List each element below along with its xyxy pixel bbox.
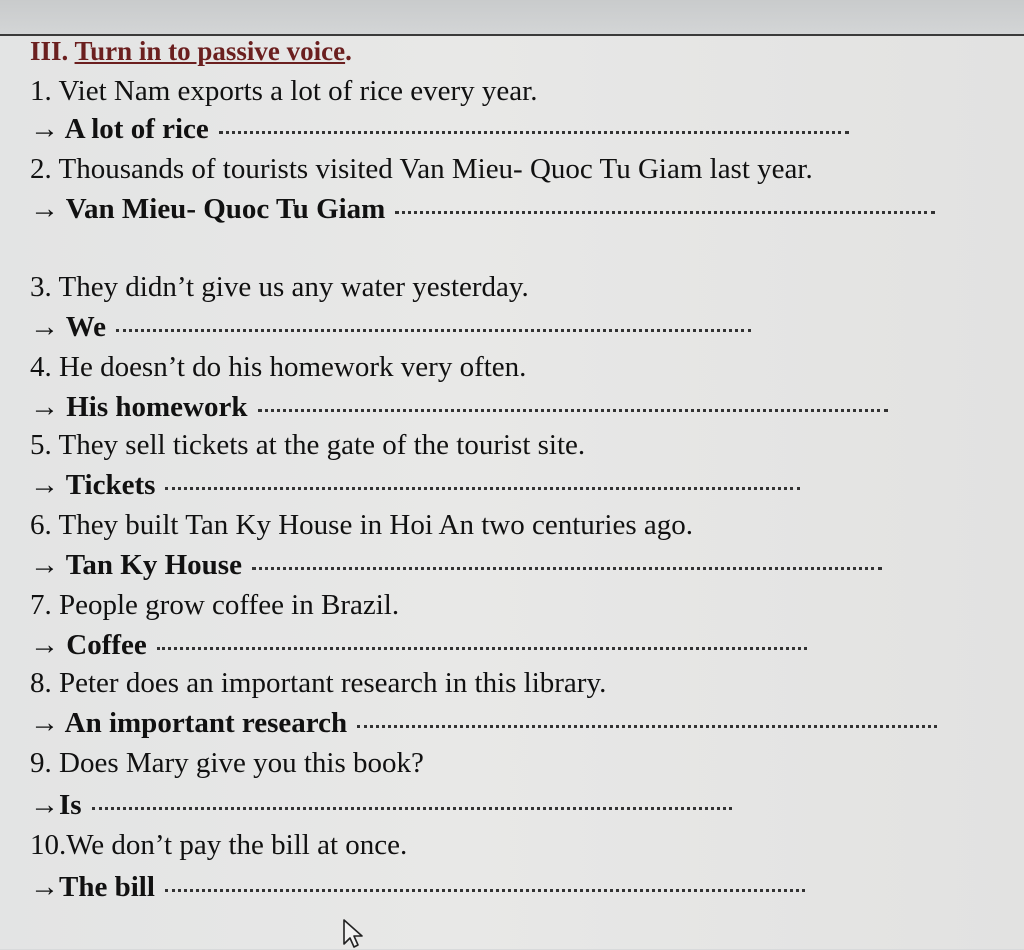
answer-blank-6[interactable] [252, 567, 882, 570]
answer-line-6[interactable] [30, 548, 882, 582]
question-3: 3. They didn’t give us any water yesterday. [30, 271, 529, 303]
answer-prompt-5: → Tickets [30, 469, 156, 501]
answer-prompt-6: → Tan Ky House [30, 549, 242, 581]
answer-blank-8[interactable] [357, 725, 937, 728]
answer-line-10[interactable] [30, 870, 805, 904]
answer-prompt-4: → His homework [30, 391, 248, 423]
question-9: 9. Does Mary give you this book? [30, 747, 424, 779]
answer-line-5[interactable] [30, 468, 800, 502]
answer-line-2[interactable] [30, 192, 935, 226]
answer-line-3[interactable] [30, 310, 751, 344]
question-4: 4. He doesn’t do his homework very often. [30, 351, 527, 383]
answer-blank-5[interactable] [165, 487, 800, 490]
question-6: 6. They built Tan Ky House in Hoi An two centuries ago. [30, 509, 694, 541]
answer-prompt-8: → An important research [30, 707, 348, 739]
answer-prompt-1: → A lot of rice [30, 113, 209, 145]
answer-blank-2[interactable] [395, 211, 935, 214]
answer-line-1[interactable] [30, 112, 849, 146]
answer-blank-9[interactable] [92, 807, 732, 810]
answer-blank-10[interactable] [165, 889, 805, 892]
answer-line-9[interactable] [30, 788, 732, 822]
answer-line-7[interactable] [30, 628, 807, 662]
section-heading: Turn in to passive voice [74, 36, 346, 66]
title-period: . [345, 36, 352, 66]
question-5: 5. They sell tickets at the gate of the tourist site. [30, 429, 586, 461]
answer-prompt-10: →The bill [30, 871, 155, 903]
window-top-bar [0, 0, 1024, 36]
answer-blank-1[interactable] [219, 131, 849, 134]
question-1: 1. Viet Nam exports a lot of rice every year. [30, 75, 538, 107]
question-8: 8. Peter does an important research in this library. [30, 667, 607, 699]
section-title [30, 36, 352, 66]
answer-blank-3[interactable] [116, 329, 751, 332]
section-number: III. [30, 36, 69, 66]
answer-prompt-9: →Is [30, 789, 82, 821]
question-10: 10.We don’t pay the bill at once. [30, 829, 408, 861]
answer-line-8[interactable] [30, 706, 937, 740]
answer-blank-4[interactable] [258, 409, 888, 412]
answer-prompt-3: → We [30, 311, 106, 343]
answer-line-4[interactable] [30, 390, 888, 424]
question-2: 2. Thousands of tourists visited Van Mieu- Quoc Tu Giam last year. [30, 153, 813, 185]
answer-prompt-7: → Coffee [30, 629, 147, 661]
question-7: 7. People grow coffee in Brazil. [30, 589, 400, 621]
answer-blank-7[interactable] [157, 647, 807, 650]
answer-prompt-2: → Van Mieu- Quoc Tu Giam [30, 193, 386, 225]
